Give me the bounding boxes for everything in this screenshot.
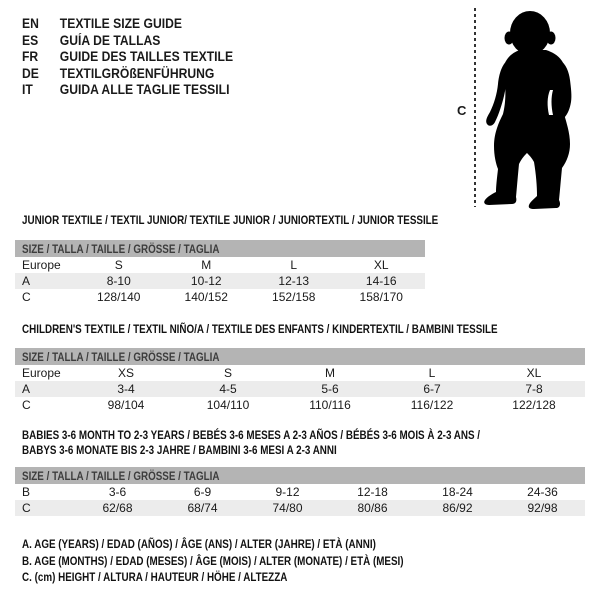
table-cell: L — [290, 258, 298, 272]
table-title — [22, 428, 585, 458]
table-cell: 12-13 — [278, 274, 310, 288]
table-cell: 86/92 — [442, 501, 473, 515]
height-measure-dashed-line — [474, 8, 476, 207]
row-label: C — [22, 398, 31, 412]
babies-textile-table — [15, 428, 585, 516]
language-code: DE — [22, 65, 39, 81]
table-cell: 10-12 — [190, 274, 222, 288]
table-cell: 6-7 — [423, 382, 441, 396]
legend-line: A. AGE (YEARS) / EDAD (AÑOS) / ÂGE (ANS) / ALTER (JAHRE) / ETÀ (ANNI) — [22, 537, 376, 551]
table-row — [15, 397, 585, 413]
table-row — [15, 500, 585, 516]
table-cell: 9-12 — [275, 485, 300, 499]
language-code: FR — [22, 49, 39, 65]
size-header-bar — [15, 467, 585, 484]
table-title-line: BABYS 3-6 MONATE BIS 2-3 JAHRE / BAMBINI 3-6 MESI A 2-3 ANNI — [22, 443, 337, 457]
table-cell: 158/170 — [359, 290, 403, 304]
table-cell: S — [114, 258, 123, 272]
legend-line: C. (cm) HEIGHT / ALTURA / HAUTEUR / HÖHE / ALTEZZA — [22, 570, 288, 584]
table-cell: 6-9 — [193, 485, 212, 499]
table-cell: 14-16 — [365, 274, 397, 288]
language-header — [22, 16, 257, 99]
language-row — [22, 66, 233, 83]
language-label: GUÍA DE TALLAS — [59, 32, 161, 48]
language-label: TEXTILGRÖßENFÜHRUNG — [59, 65, 215, 81]
table-cell: 74/80 — [272, 501, 303, 515]
toddler-silhouette-icon — [484, 6, 598, 210]
table-cell: M — [201, 258, 212, 272]
table-title-line: CHILDREN'S TEXTILE / TEXTIL NIÑO/A / TEXTILE DES ENFANTS / KINDERTEXTIL / BAMBINI TESSILE — [22, 322, 498, 336]
language-code: IT — [22, 82, 33, 98]
table-title — [22, 213, 439, 228]
table-cell: 104/110 — [206, 398, 250, 412]
table-cell: M — [325, 366, 335, 380]
table-row — [15, 484, 585, 500]
table-cell: 92/98 — [527, 501, 558, 515]
size-header-bar — [15, 240, 425, 257]
language-label: GUIDA ALLE TAGLIE TESSILI — [59, 82, 230, 98]
height-measure-label: C — [457, 103, 467, 118]
table-cell: 5-6 — [321, 382, 339, 396]
table-cell: 18-24 — [442, 485, 473, 499]
language-row — [22, 49, 233, 66]
row-label: C — [22, 501, 31, 515]
size-header-label: SIZE / TALLA / TAILLE / GRÖSSE / TAGLIA — [22, 242, 220, 256]
table-cell: 110/116 — [309, 398, 351, 412]
legend — [22, 536, 487, 586]
language-row — [22, 16, 233, 33]
table-title — [22, 322, 585, 337]
table-cell: 24-36 — [527, 485, 558, 499]
table-cell: XS — [117, 366, 134, 380]
table-cell: 3-4 — [117, 382, 135, 396]
table-cell: 62/68 — [102, 501, 133, 515]
row-label: C — [22, 290, 31, 304]
table-rows — [15, 484, 585, 516]
table-row — [15, 365, 585, 381]
row-label: Europe — [22, 366, 61, 380]
table-title-line: JUNIOR TEXTILE / TEXTIL JUNIOR/ TEXTILE JUNIOR / JUNIORTEXTIL / JUNIOR TESSILE — [22, 213, 439, 227]
table-rows — [15, 365, 585, 413]
legend-line: B. AGE (MONTHS) / EDAD (MESES) / ÂGE (MOIS) / ALTER (MONATE) / ETÀ (MESI) — [22, 553, 404, 568]
junior-textile-table — [15, 213, 439, 305]
row-label: A — [22, 274, 31, 288]
table-cell: XL — [526, 366, 542, 380]
table-cell: 98/104 — [107, 398, 145, 412]
table-cell: XL — [373, 258, 389, 272]
language-code: ES — [22, 32, 39, 48]
language-row — [22, 82, 233, 99]
size-header-label: SIZE / TALLA / TAILLE / GRÖSSE / TAGLIA — [22, 350, 220, 364]
language-label: TEXTILE SIZE GUIDE — [59, 16, 182, 31]
language-row — [22, 33, 233, 50]
row-label: A — [22, 382, 31, 396]
size-header-bar — [15, 348, 585, 365]
language-code: EN — [22, 16, 39, 31]
table-cell: 128/140 — [97, 290, 141, 304]
table-cell: 140/152 — [184, 290, 228, 304]
table-cell: 80/86 — [357, 501, 388, 515]
table-row — [15, 273, 425, 289]
table-cell: 3-6 — [108, 485, 127, 499]
language-label: GUIDE DES TAILLES TEXTILE — [59, 49, 234, 65]
table-cell: 4-5 — [219, 382, 237, 396]
table-cell: 68/74 — [187, 501, 218, 515]
table-cell: 116/122 — [410, 398, 454, 412]
childrens-textile-table — [15, 322, 585, 413]
size-header-label: SIZE / TALLA / TAILLE / GRÖSSE / TAGLIA — [22, 469, 220, 483]
row-label: B — [22, 485, 31, 499]
table-row — [15, 257, 425, 273]
table-cell: 8-10 — [106, 274, 131, 288]
table-cell: L — [428, 366, 436, 380]
table-cell: 7-8 — [525, 382, 543, 396]
table-cell: 12-18 — [357, 485, 388, 499]
table-cell: S — [223, 366, 232, 380]
table-row — [15, 289, 425, 305]
table-title-line: BABIES 3-6 MONTH TO 2-3 YEARS / BEBÉS 3-6 MESES A 2-3 AÑOS / BÉBÉS 3-6 MOIS À 2-3 ANS / — [22, 428, 481, 442]
table-rows — [15, 257, 425, 305]
row-label: Europe — [22, 258, 61, 272]
table-cell: 152/158 — [272, 290, 316, 304]
table-cell: 122/128 — [512, 398, 556, 412]
table-row — [15, 381, 585, 397]
